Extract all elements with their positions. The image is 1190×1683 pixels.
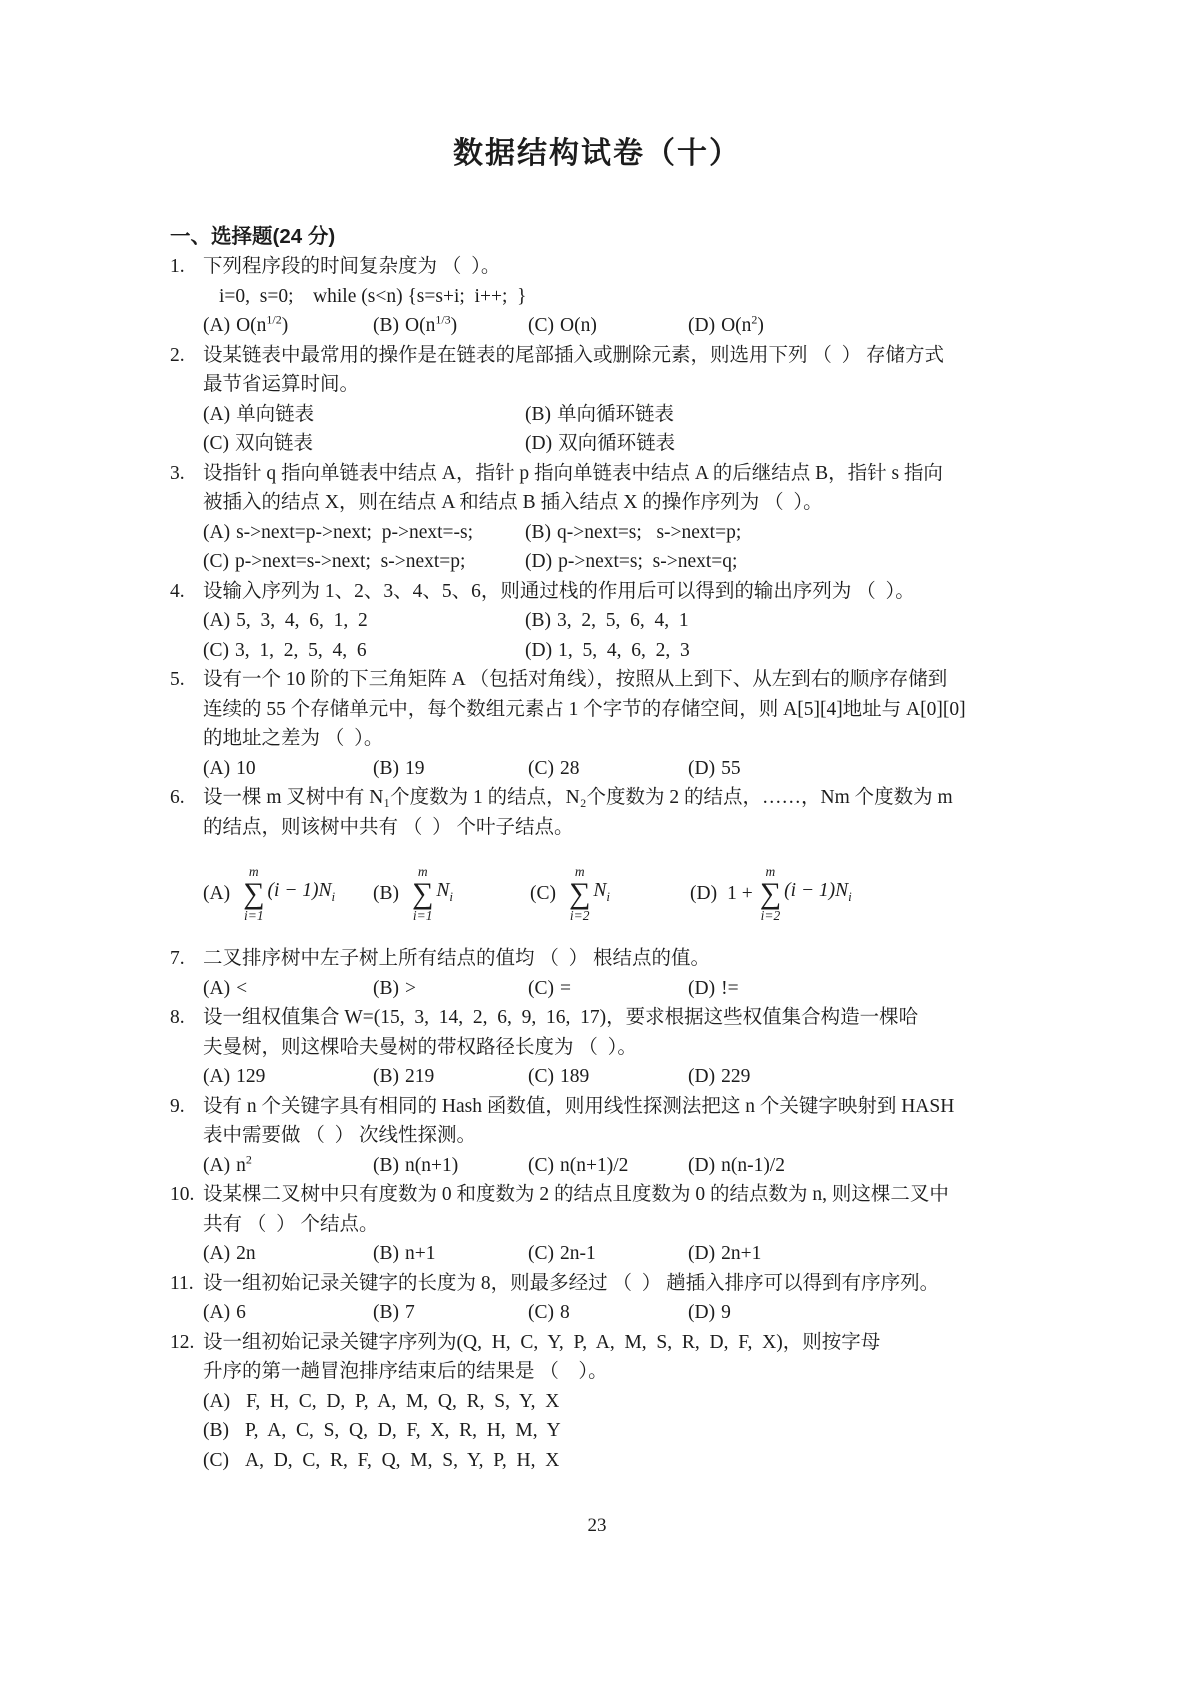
option-label: (A): [203, 403, 231, 425]
sum-stack: [760, 864, 781, 924]
option-text: 1, 5, 4, 6, 2, 3: [558, 639, 690, 661]
option-label: (C): [203, 639, 229, 661]
option-text: n(n+1): [405, 1154, 459, 1176]
option-label: (A): [203, 977, 231, 999]
question-text-line: 设指针 q 指向单链表中结点 A，指针 p 指向单链表中结点 A 的后继结点 B，指针 s 指向: [203, 462, 943, 484]
option-label: (B): [525, 521, 551, 543]
option-text: 2n: [236, 1243, 256, 1264]
option: [373, 1298, 528, 1328]
option-text: 8: [560, 1302, 570, 1323]
option-text: 229: [721, 1066, 751, 1087]
question-item: [170, 341, 1024, 459]
question-body: [203, 1180, 1024, 1269]
code-line: i=0, s=0; while (s<n) {s=s+i; i++; }: [219, 285, 527, 307]
option: [688, 754, 1024, 784]
question-body: [203, 944, 1024, 1003]
option: [203, 606, 525, 636]
superscript: 2: [751, 312, 758, 327]
option-text: 2n+1: [721, 1243, 762, 1264]
option-text: p->next=s->next; s->next=p;: [235, 551, 466, 572]
option: [203, 1387, 1024, 1417]
option-label: (B): [373, 1154, 399, 1176]
question-number: 1.: [170, 256, 185, 277]
sum-index-subscript: i: [606, 889, 611, 905]
option-label: (C): [203, 433, 229, 454]
question-number: 5.: [170, 669, 185, 690]
sum-prefix: 1 +: [727, 883, 753, 905]
options-group: [203, 606, 1024, 665]
option-label: (A): [203, 757, 231, 779]
question-text-line: 设某棵二叉树中只有度数为 0 和度数为 2 的结点且度数为 0 的结点数为 n, 则这棵二叉中: [203, 1184, 949, 1205]
option: [688, 1239, 1024, 1269]
question-number: 7.: [170, 948, 185, 969]
superscript: 1/3: [435, 312, 451, 327]
sum-index-subscript: i: [449, 889, 454, 905]
option: [525, 636, 1024, 666]
option-text: 28: [560, 757, 580, 779]
question-body: [203, 1328, 1024, 1476]
option-text: 单向循环链表: [557, 403, 675, 425]
question-number: 4.: [170, 580, 185, 602]
option-text: 7: [405, 1302, 415, 1323]
option: [530, 864, 690, 924]
sum-body: $N_i$: [436, 880, 454, 905]
option-label: (A): [203, 883, 231, 905]
question-item: [170, 1328, 1024, 1476]
question-text-line: 表中需要做 （ ） 次线性探测。: [203, 1125, 477, 1146]
option-text: 55: [721, 757, 741, 779]
option-label: (D): [688, 977, 716, 999]
question-item: [170, 1092, 1024, 1181]
sigma-icon: ∑: [243, 876, 265, 910]
option: [203, 1446, 1024, 1476]
option-label: (A): [203, 315, 231, 336]
option: [525, 400, 1024, 430]
option: [203, 636, 525, 666]
sum-body: $N_i$: [593, 880, 611, 905]
sum-lower-limit: i=2: [760, 908, 781, 924]
sum-body: $(i - 1)N_i$: [267, 880, 336, 905]
option: [203, 1416, 1024, 1446]
option-text: $O(n^2)$: [721, 312, 764, 336]
question-item: [170, 1003, 1024, 1092]
option-label: (B): [373, 1302, 399, 1323]
question-number: 2.: [170, 344, 185, 366]
option-label: (D): [688, 1154, 716, 1176]
option-label: (C): [528, 1154, 554, 1176]
page-title: 数据结构试卷（十）: [453, 137, 741, 170]
option: [690, 864, 1024, 924]
option-label: (B): [373, 757, 399, 779]
option-text: 5, 3, 4, 6, 1, 2: [236, 610, 368, 631]
option-label: (A): [203, 1066, 231, 1087]
option-text: >: [405, 977, 416, 999]
option-label: (C): [528, 1243, 554, 1264]
option-label: (D): [525, 551, 553, 572]
option-text: 双向循环链表: [558, 433, 676, 454]
question-number: 10.: [170, 1184, 195, 1205]
option-label: (D): [688, 757, 716, 779]
option: [688, 974, 1024, 1004]
question-body: [203, 783, 1024, 944]
question-item: [170, 783, 1024, 944]
sum-stack: [569, 864, 590, 924]
sigma-icon: ∑: [569, 876, 591, 910]
option-text: A, D, C, R, F, Q, M, S, Y, P, H, X: [245, 1449, 560, 1471]
question-item: [170, 944, 1024, 1003]
option-label: (D): [525, 433, 553, 454]
option: [203, 429, 525, 459]
option-text: $O(n^{1/3})$: [405, 312, 458, 336]
question-text-line: 设某链表中最常用的操作是在链表的尾部插入或删除元素，则选用下列 （ ） 存储方式: [203, 344, 945, 366]
question-number: 11.: [170, 1272, 194, 1294]
sum-stack: [412, 864, 433, 924]
option-text: q->next=s; s->next=p;: [557, 521, 742, 543]
question-item: [170, 1269, 1024, 1328]
sum-index-subscript: i: [331, 889, 336, 905]
question-text-line: 的地址之差为 （ ）。: [203, 728, 384, 749]
options-group: [203, 856, 1024, 932]
option-label: (A): [203, 1302, 231, 1323]
question-text-line: 设一组初始记录关键字的长度为 8，则最多经过 （ ） 趟插入排序可以得到有序序列。: [203, 1272, 940, 1294]
sigma-icon: ∑: [412, 876, 434, 910]
sum-body: $(i - 1)N_i$: [784, 880, 852, 905]
sum-upper-limit: m: [248, 864, 259, 880]
option-label: (C): [528, 315, 554, 336]
options-group: [203, 754, 1024, 784]
option-text: $n^2$: [236, 1152, 252, 1176]
sum-upper-limit: m: [765, 864, 776, 880]
option: [373, 864, 530, 924]
option-label: (B): [373, 315, 399, 336]
question-body: [203, 665, 1024, 783]
option: [528, 974, 688, 1004]
option: [688, 1062, 1024, 1092]
question-text-line: 二叉排序树中左子树上所有结点的值均 （ ） 根结点的值。: [203, 948, 711, 969]
option: [528, 1062, 688, 1092]
sigma-icon: ∑: [759, 876, 782, 910]
question-item: [170, 459, 1024, 577]
option: [688, 1298, 1024, 1328]
question-body: [203, 252, 1024, 341]
option-text: =: [560, 977, 571, 999]
question-number: 8.: [170, 1007, 185, 1028]
option-label: (C): [203, 1449, 229, 1471]
options-group: [203, 1239, 1024, 1269]
question-text-line: 最节省运算时间。: [203, 374, 360, 395]
option: [203, 754, 373, 784]
option-text: 单向链表: [236, 403, 315, 425]
option-label: (B): [373, 1066, 399, 1087]
option-label: (C): [528, 757, 554, 779]
sum-upper-limit: m: [417, 864, 428, 880]
option-label: (B): [373, 883, 399, 905]
option: [203, 1298, 373, 1328]
options-group: [203, 1151, 1024, 1181]
option: [373, 1239, 528, 1269]
option-label: (B): [525, 403, 551, 425]
option: [203, 864, 373, 924]
option-label: (D): [688, 1302, 716, 1323]
sum-lower-limit: i=2: [569, 908, 590, 924]
option-label: (C): [530, 883, 556, 905]
options-group: [203, 974, 1024, 1004]
question-text-line: 的结点，则该树中共有 （ ） 个叶子结点。: [203, 816, 574, 838]
option-label: (B): [525, 610, 551, 631]
option-label: (A): [203, 1154, 231, 1176]
option: [528, 754, 688, 784]
sum-lower-limit: i=1: [412, 908, 433, 924]
option-label: (A): [203, 1390, 231, 1412]
option-label: (A): [203, 1243, 231, 1264]
page-number: 23: [587, 1515, 607, 1536]
question-body: [203, 459, 1024, 577]
option-text: 129: [236, 1066, 266, 1087]
option: [373, 754, 528, 784]
options-group: [203, 1387, 1024, 1476]
option: [373, 311, 528, 341]
question-text-line: 设输入序列为 1、2、3、4、5、6，则通过栈的作用后可以得到的输出序列为 （ ）。: [203, 580, 915, 602]
option: [525, 547, 1024, 577]
options-group: [203, 311, 1024, 341]
question-number: 12.: [170, 1331, 195, 1353]
option: [525, 429, 1024, 459]
option-text: p->next=s; s->next=q;: [558, 551, 738, 572]
option: [373, 1062, 528, 1092]
option: [203, 400, 525, 430]
option: [528, 1151, 688, 1181]
option: [688, 311, 1024, 341]
options-group: [203, 518, 1024, 577]
option: [525, 518, 1024, 548]
question-number: 9.: [170, 1095, 185, 1117]
option-label: (A): [203, 610, 231, 631]
question-text-line: 设有 n 个关键字具有相同的 Hash 函数值，则用线性探测法把这 n 个关键字映射到 HASH: [203, 1095, 955, 1117]
option: [373, 1151, 528, 1181]
option-label: (C): [203, 551, 229, 572]
option-text: 19: [405, 757, 425, 779]
option: [203, 974, 373, 1004]
sum-lower-limit: i=1: [243, 908, 264, 924]
question-text-line: 夫曼树，则这棵哈夫曼树的带权路径长度为 （ ）。: [203, 1036, 637, 1058]
question-item: [170, 665, 1024, 783]
option: [203, 1151, 373, 1181]
option: [528, 311, 688, 341]
option-text: n(n+1)/2: [560, 1154, 629, 1176]
option-text: 189: [560, 1066, 590, 1087]
option-text: F, H, C, D, P, A, M, Q, R, S, Y, X: [246, 1390, 560, 1412]
option: [203, 1062, 373, 1092]
options-group: [203, 1298, 1024, 1328]
question-item: [170, 1180, 1024, 1269]
option-label: (B): [203, 1420, 229, 1441]
option: [203, 547, 525, 577]
question-text-line: 设一组权值集合 W=(15, 3, 14, 2, 6, 9, 16, 17)，要求根据这些权值集合构造一棵哈: [203, 1007, 919, 1028]
options-group: [203, 400, 1024, 459]
option: [528, 1298, 688, 1328]
question-body: [203, 577, 1024, 666]
option: [203, 311, 373, 341]
superscript: 1/2: [266, 312, 282, 327]
option-text: P, A, C, S, Q, D, F, X, R, H, M, Y: [245, 1420, 561, 1441]
option-label: (B): [373, 1243, 399, 1264]
option-label: (C): [528, 1302, 554, 1323]
sum-upper-limit: m: [574, 864, 585, 880]
question-text-line: 设一棵 m 叉树中有 N₁个度数为 1 的结点，N₂个度数为 2 的结点，……，Nm 个度数为 m: [203, 787, 953, 808]
question-number: 6.: [170, 787, 185, 808]
option-text: 3, 1, 2, 5, 4, 6: [235, 639, 367, 661]
option-label: (B): [373, 977, 399, 999]
superscript: 2: [245, 1152, 252, 1166]
option: [203, 1239, 373, 1269]
options-group: [203, 1062, 1024, 1092]
sum-stack: [243, 864, 264, 924]
option-text: O(n): [560, 315, 597, 336]
question-text-line: 设有一个 10 阶的下三角矩阵 A （包括对角线），按照从上到下、从左到右的顺序存储到: [203, 669, 948, 690]
question-text-line: 共有 （ ） 个结点。: [203, 1213, 379, 1235]
option-text: 10: [236, 757, 256, 779]
option-text: 双向链表: [235, 433, 314, 454]
option: [373, 974, 528, 1004]
question-body: [203, 341, 1024, 459]
question-text-line: 设一组初始记录关键字序列为(Q, H, C, Y, P, A, M, S, R, D, F, X)，则按字母: [203, 1331, 881, 1353]
option-label: (A): [203, 521, 231, 543]
question-number: 3.: [170, 462, 185, 484]
option-label: (C): [528, 977, 554, 999]
option-text: <: [236, 977, 248, 999]
question-body: [203, 1092, 1024, 1181]
option-text: !=: [721, 977, 739, 999]
question-body: [203, 1269, 1024, 1328]
option-label: (D): [690, 883, 718, 905]
option-label: (D): [525, 639, 553, 661]
option-text: n(n-1)/2: [721, 1154, 785, 1176]
option: [525, 606, 1024, 636]
option-text: 219: [405, 1066, 435, 1087]
option-text: 3, 2, 5, 6, 4, 1: [557, 610, 689, 631]
section-heading: 一、选择题(24 分): [170, 225, 336, 248]
question-text-line: 被插入的结点 X，则在结点 A 和结点 B 插入结点 X 的操作序列为 （ ）。: [203, 492, 823, 513]
option-label: (D): [688, 1066, 716, 1087]
option: [528, 1239, 688, 1269]
option-text: n+1: [405, 1243, 436, 1264]
option-text: 9: [721, 1302, 731, 1323]
question-item: [170, 252, 1024, 341]
option: [203, 518, 525, 548]
option-text: s->next=p->next; p->next=-s;: [236, 521, 474, 543]
option-label: (D): [688, 315, 716, 336]
question-text-line: 下列程序段的时间复杂度为 （ ）。: [203, 256, 501, 277]
question-body: [203, 1003, 1024, 1092]
option-label: (C): [528, 1066, 554, 1087]
question-text-line: 升序的第一趟冒泡排序结束后的结果是 （ ）。: [203, 1361, 608, 1382]
questions-list: [170, 252, 1024, 1475]
option-text: $O(n^{1/2})$: [236, 312, 289, 336]
question-text-line: 连续的 55 个存储单元中，每个数组元素占 1 个字节的存储空间，则 A[5][4]地址与 A[0][0]: [203, 698, 966, 720]
sum-index-subscript: i: [848, 889, 852, 905]
option-text: 2n-1: [560, 1243, 596, 1264]
question-item: [170, 577, 1024, 666]
option-label: (D): [688, 1243, 716, 1264]
option: [688, 1151, 1024, 1181]
option-text: 6: [236, 1302, 246, 1323]
